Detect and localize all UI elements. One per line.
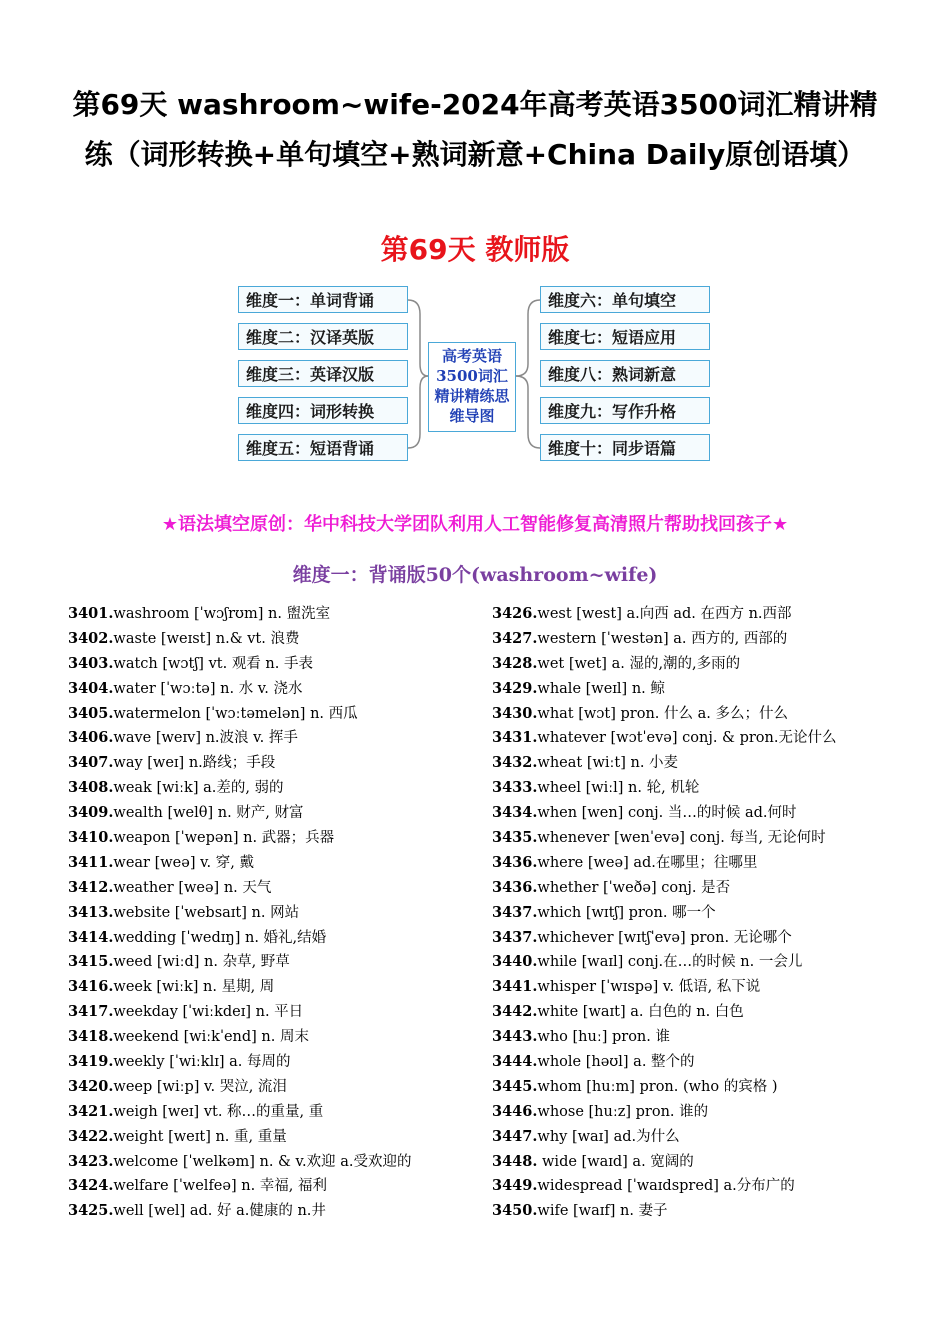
word-definition: week [wiːk] n. 星期, 周 [113, 979, 275, 996]
word-entry [492, 1174, 912, 1199]
word-definition: whisper [ˈwɪspə] v. 低语, 私下说 [537, 979, 761, 996]
word-definition: which [wɪtʃ] pron. 哪一个 [537, 904, 716, 921]
word-entry [68, 851, 488, 876]
word-number: 3423. [68, 1152, 114, 1170]
word-number: 3412. [68, 878, 114, 896]
word-definition: wave [weɪv] n.波浪 v. 挥手 [113, 730, 298, 747]
word-number: 3430. [492, 704, 538, 722]
word-definition: wet [wet] a. 湿的,潮的,多雨的 [537, 655, 741, 672]
word-definition: whole [həʊl] a. 整个的 [537, 1054, 695, 1071]
word-definition: water [ˈwɔːtə] n. 水 v. 浇水 [113, 680, 303, 697]
word-number: 3435. [492, 829, 538, 847]
word-entry [492, 1050, 912, 1075]
word-number: 3410. [68, 829, 114, 847]
word-number: 3444. [492, 1053, 538, 1071]
word-definition: washroom [ˈwɔʃrʊm] n. 盥洗室 [113, 606, 331, 622]
word-entry [492, 950, 912, 975]
word-number: 3447. [492, 1127, 538, 1145]
word-definition: wife [waɪf] n. 妻子 [537, 1203, 668, 1220]
word-entry [68, 1150, 488, 1175]
word-definition: when [wen] conj. 当…的时候 ad.何时 [537, 805, 797, 822]
word-number: 3418. [68, 1028, 114, 1046]
word-list-right [492, 602, 912, 1224]
word-number: 3407. [68, 754, 114, 772]
word-definition: wheat [wiːt] n. 小麦 [537, 755, 679, 772]
word-number: 3429. [492, 679, 538, 697]
word-entry [492, 1150, 912, 1175]
word-number: 3434. [492, 804, 538, 822]
word-entry [68, 726, 488, 751]
word-definition: weather [weə] n. 天气 [113, 879, 272, 896]
word-entry [68, 1174, 488, 1199]
word-number: 3428. [492, 654, 538, 672]
word-number: 3437. [492, 928, 538, 946]
word-entry [68, 926, 488, 951]
section-title: 维度一：背诵版50个(washroom~wife) [292, 564, 658, 586]
word-entry [492, 702, 912, 727]
word-entry [68, 1000, 488, 1025]
word-number: 3443. [492, 1028, 538, 1046]
mind-map-node-right-3: 维度八：熟词新意 [540, 360, 710, 387]
word-definition: well [wel] ad. 好 a.健康的 n.井 [113, 1203, 326, 1220]
word-number: 3402. [68, 629, 114, 647]
word-entry [492, 652, 912, 677]
word-definition: white [waɪt] a. 白色的 n. 白色 [537, 1004, 744, 1021]
word-definition: whose [huːz] pron. 谁的 [537, 1103, 709, 1120]
word-entry [492, 876, 912, 901]
word-definition: while [waɪl] conj.在…的时候 n. 一会儿 [537, 954, 803, 971]
word-definition: where [weə] ad.在哪里；往哪里 [537, 854, 758, 871]
word-entry [492, 1100, 912, 1125]
word-entry [68, 975, 488, 1000]
word-entry [492, 926, 912, 951]
word-number: 3408. [68, 779, 114, 797]
document-subtitle: 第69天 教师版 [380, 233, 570, 266]
word-entry [68, 1100, 488, 1125]
word-list-left [68, 602, 488, 1224]
word-number: 3445. [492, 1077, 538, 1095]
mind-map-node-left-2: 维度二：汉译英版 [238, 323, 408, 350]
word-number: 3411. [68, 853, 114, 871]
word-entry [68, 627, 488, 652]
word-number: 3437. [492, 903, 538, 921]
word-definition: why [waɪ] ad.为什么 [537, 1128, 680, 1145]
mind-map-node-left-1: 维度一：单词背诵 [238, 286, 408, 313]
word-definition: way [weɪ] n.路线；手段 [113, 755, 276, 772]
word-number: 3440. [492, 953, 538, 971]
word-definition: website [ˈwebsaɪt] n. 网站 [113, 904, 300, 921]
word-number: 3446. [492, 1102, 538, 1120]
word-entry [68, 950, 488, 975]
mind-map-node-left-5: 维度五：短语背诵 [238, 434, 408, 461]
word-definition: wear [weə] v. 穿, 戴 [113, 854, 254, 871]
word-definition: whom [huːm] pron. (who 的宾格 ) [537, 1078, 778, 1095]
word-number: 3404. [68, 679, 114, 697]
word-entry [492, 975, 912, 1000]
word-entry [492, 851, 912, 876]
word-entry [492, 1025, 912, 1050]
word-number: 3426. [492, 605, 538, 622]
word-entry [68, 776, 488, 801]
word-entry [68, 801, 488, 826]
word-definition: weep [wiːp] v. 哭泣, 流泪 [113, 1078, 287, 1095]
word-definition: whichever [wɪtʃˈevə] pron. 无论哪个 [537, 929, 792, 946]
grammar-headline: ★语法填空原创：华中科技大学团队利用人工智能修复高清照片帮助找回孩子★ [161, 514, 789, 535]
word-number: 3415. [68, 953, 114, 971]
word-definition: weekday [ˈwiːkdeɪ] n. 平日 [113, 1004, 304, 1021]
word-number: 3441. [492, 978, 538, 996]
word-number: 3436. [492, 853, 538, 871]
word-definition: wealth [welθ] n. 财产, 财富 [113, 805, 304, 822]
word-entry [492, 726, 912, 751]
word-entry [492, 901, 912, 926]
mind-map-node-right-2: 维度七：短语应用 [540, 323, 710, 350]
word-entry [492, 1075, 912, 1100]
word-number: 3450. [492, 1202, 538, 1220]
word-number: 3442. [492, 1003, 538, 1021]
mind-map-node-left-3: 维度三：英译汉版 [238, 360, 408, 387]
word-entry [492, 677, 912, 702]
word-entry [492, 1125, 912, 1150]
word-entry [68, 1050, 488, 1075]
word-number: 3403. [68, 654, 114, 672]
word-definition: weekly [ˈwiːklɪ] a. 每周的 [113, 1054, 291, 1071]
word-number: 3432. [492, 754, 538, 772]
word-number: 3436. [492, 878, 538, 896]
word-entry [492, 751, 912, 776]
word-number: 3431. [492, 729, 538, 747]
word-number: 3419. [68, 1053, 114, 1071]
word-entry [492, 1199, 912, 1224]
word-definition: weapon [ˈwepən] n. 武器；兵器 [113, 830, 335, 847]
word-number: 3448. [492, 1152, 538, 1170]
word-entry [68, 826, 488, 851]
word-definition: whatever [wɔtˈevə] conj. & pron.无论什么 [537, 730, 837, 747]
word-definition: who [huː] pron. 谁 [537, 1029, 670, 1046]
word-number: 3406. [68, 729, 114, 747]
word-entry [492, 627, 912, 652]
mind-map-node-right-1: 维度六：单句填空 [540, 286, 710, 313]
word-number: 3433. [492, 779, 538, 797]
word-entry [68, 602, 488, 627]
word-definition: wedding [ˈwedɪŋ] n. 婚礼,结婚 [113, 929, 327, 946]
word-number: 3416. [68, 978, 114, 996]
word-definition: whether [ˈweðə] conj. 是否 [537, 879, 731, 896]
word-number: 3422. [68, 1127, 114, 1145]
word-number: 3417. [68, 1003, 114, 1021]
word-entry [68, 751, 488, 776]
word-entry [68, 1199, 488, 1224]
document-title: 第69天 washroom~wife-2024年高考英语3500词汇精讲精练（词形转换+单句填空+熟词新意+China Daily原创语填） [72, 88, 878, 171]
word-entry [492, 801, 912, 826]
word-definition: wheel [wiːl] n. 轮, 机轮 [537, 780, 700, 797]
word-number: 3425. [68, 1202, 114, 1220]
word-entry [68, 677, 488, 702]
mind-map-center: 高考英语3500词汇精讲精练思维导图 [428, 342, 516, 432]
mind-map-node-right-5: 维度十：同步语篇 [540, 434, 710, 461]
word-definition: weak [wiːk] a.差的, 弱的 [113, 780, 284, 797]
word-definition: weed [wiːd] n. 杂草, 野草 [113, 954, 290, 971]
word-number: 3405. [68, 704, 114, 722]
word-number: 3420. [68, 1077, 114, 1095]
word-number: 3414. [68, 928, 114, 946]
word-entry [68, 702, 488, 727]
word-definition: weekend [wiːkˈend] n. 周末 [113, 1029, 309, 1046]
word-number: 3421. [68, 1102, 114, 1120]
word-entry [492, 776, 912, 801]
word-definition: whale [weɪl] n. 鲸 [537, 680, 665, 697]
word-number: 3413. [68, 903, 114, 921]
word-definition: weigh [weɪ] vt. 称…的重量, 重 [113, 1103, 324, 1120]
mind-map-node-right-4: 维度九：写作升格 [540, 397, 710, 424]
word-entry [68, 1075, 488, 1100]
word-definition: watch [wɔtʃ] vt. 观看 n. 手表 [113, 655, 313, 672]
word-entry [492, 826, 912, 851]
word-entry [68, 876, 488, 901]
word-entry [68, 901, 488, 926]
word-definition: waste [weɪst] n.& vt. 浪费 [113, 630, 300, 647]
word-definition: watermelon [ˈwɔːtəmelən] n. 西瓜 [113, 705, 358, 722]
word-number: 3449. [492, 1177, 538, 1195]
word-number: 3409. [68, 804, 114, 822]
word-number: 3424. [68, 1177, 114, 1195]
word-entry [492, 602, 912, 627]
word-definition: whenever [wenˈevə] conj. 每当, 无论何时 [537, 830, 826, 847]
word-definition: what [wɔt] pron. 什么 a. 多么；什么 [537, 705, 788, 722]
word-definition: western [ˈwestən] a. 西方的, 西部的 [537, 630, 788, 647]
word-number: 3401. [68, 605, 114, 622]
word-entry [68, 1025, 488, 1050]
word-definition: weight [weɪt] n. 重, 重量 [113, 1128, 287, 1145]
word-definition: west [west] a.向西 ad. 在西方 n.西部 [537, 606, 792, 622]
word-number: 3427. [492, 629, 538, 647]
mind-map-node-left-4: 维度四：词形转换 [238, 397, 408, 424]
word-definition: welcome [ˈwelkəm] n. & v.欢迎 a.受欢迎的 [113, 1153, 412, 1170]
word-entry [68, 1125, 488, 1150]
word-definition: welfare [ˈwelfeə] n. 幸福, 福利 [113, 1178, 328, 1195]
word-definition: wide [waɪd] a. 宽阔的 [537, 1153, 694, 1170]
mind-map [236, 284, 712, 464]
word-entry [68, 652, 488, 677]
word-definition: widespread [ˈwaɪdspred] a.分布广的 [537, 1178, 795, 1195]
word-entry [492, 1000, 912, 1025]
